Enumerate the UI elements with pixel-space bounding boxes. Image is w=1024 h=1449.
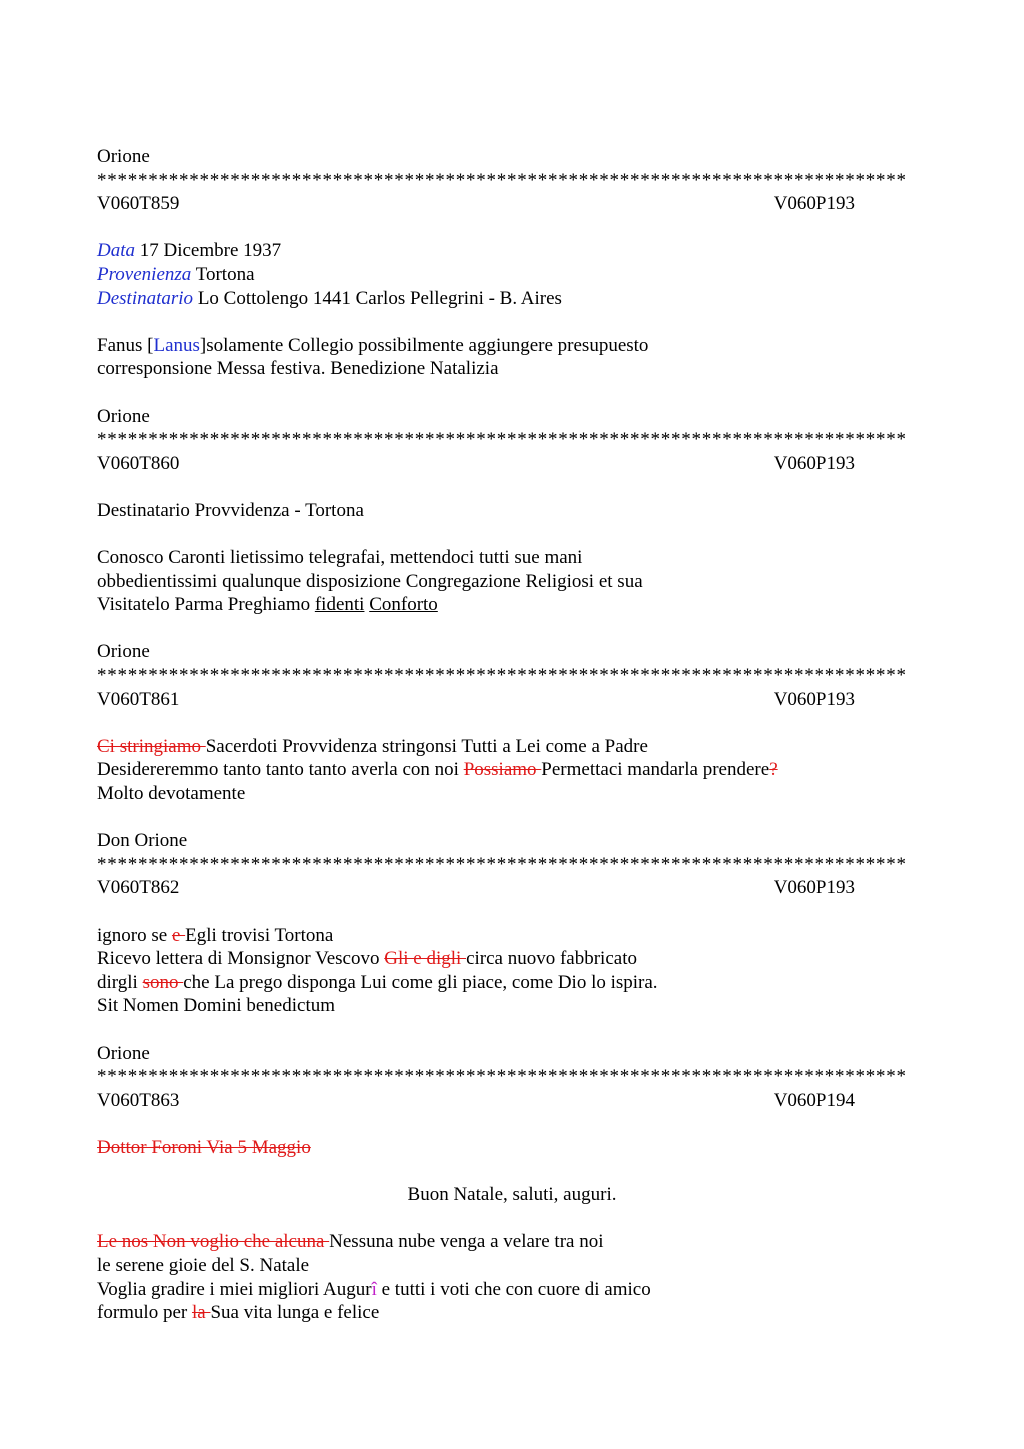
signature: Orione xyxy=(97,405,150,427)
body-line xyxy=(97,1230,927,1254)
body-line xyxy=(97,334,927,358)
destinatario-value: Lo Cottolengo 1441 Carlos Pellegrini - B. Aires xyxy=(193,287,562,309)
body-line xyxy=(97,1136,927,1160)
meta-destinatario-line xyxy=(97,287,927,311)
body-line xyxy=(97,1278,927,1302)
body-line: obbedientissimi qualunque disposizione Congregazione Religiosi et sua xyxy=(97,570,643,592)
text-span: e tutti i voti che con cuore di amico xyxy=(376,1278,651,1300)
provenienza-value: Tortona xyxy=(191,263,255,285)
page-code: V060P193 xyxy=(773,688,855,710)
deleted-text: e xyxy=(171,924,186,946)
text-span: Fanus [ xyxy=(97,334,154,356)
text-span: dirgli xyxy=(97,971,143,993)
body-line: le serene gioie del S. Natale xyxy=(97,1254,310,1276)
text-span: formulo per xyxy=(97,1302,192,1324)
signature: Don Orione xyxy=(97,830,188,852)
entry-id-row xyxy=(97,192,855,216)
deleted-text: Le nos Non voglio che alcuna xyxy=(97,1231,330,1253)
separator-stars: ******************************************************************************* xyxy=(97,665,907,687)
text-span: ignoro se xyxy=(97,924,172,946)
separator-stars: ******************************************************************************* xyxy=(97,1066,907,1088)
text-code: V060T863 xyxy=(97,1089,180,1111)
body-line xyxy=(97,758,927,782)
signature: Orione xyxy=(97,146,150,167)
text-span: Ricevo lettera di Monsignor Vescovo xyxy=(97,948,385,970)
deleted-text: Ci stringiamo xyxy=(97,735,206,757)
entry-id-row xyxy=(97,452,855,476)
text-span: Permettaci mandarla prendere xyxy=(541,759,770,781)
text-code: V060T862 xyxy=(97,877,180,899)
body-line: Molto devotamente xyxy=(97,783,246,805)
entry-id-row xyxy=(97,876,855,900)
body-line xyxy=(97,593,927,617)
destinatario-line: Destinatario Provvidenza - Tortona xyxy=(97,499,364,521)
body-line: corresponsione Messa festiva. Benedizione Natalizia xyxy=(97,358,499,380)
text-span: Sua vita lunga e felice xyxy=(210,1302,380,1324)
entry-id-row xyxy=(97,688,855,712)
deleted-text: Gli e digli xyxy=(384,948,467,970)
body-line xyxy=(97,924,927,948)
deleted-text: sono xyxy=(142,971,184,993)
separator-stars: ******************************************************************************* xyxy=(97,853,907,875)
text-code: V060T861 xyxy=(97,688,180,710)
text-code: V060T860 xyxy=(97,452,180,474)
page-code: V060P193 xyxy=(773,452,855,474)
text-span: che La prego disponga Lui come gli piace, come Dio lo ispira. xyxy=(183,971,658,993)
deleted-text: Possiamo xyxy=(463,759,542,781)
body-line: Sit Nomen Domini benedictum xyxy=(97,995,336,1017)
data-value: 17 Dicembre 1937 xyxy=(135,240,282,262)
page-code: V060P193 xyxy=(773,193,855,215)
page-code: V060P194 xyxy=(773,1089,855,1111)
underlined-word: fidenti xyxy=(314,594,365,616)
body-line xyxy=(97,735,927,759)
entry-id-row xyxy=(97,1089,855,1113)
centered-greeting: Buon Natale, saluti, auguri. xyxy=(407,1184,617,1206)
body-line xyxy=(97,1301,927,1325)
underlined-word: Conforto xyxy=(369,594,438,616)
signature: Orione xyxy=(97,1042,150,1064)
deleted-text: ? xyxy=(769,759,778,781)
signature: Orione xyxy=(97,641,150,663)
meta-provenienza-line xyxy=(97,263,927,287)
meta-data-line xyxy=(97,239,927,263)
body-line xyxy=(97,947,927,971)
editor-correction: Lanus xyxy=(153,334,200,356)
text-span: Voglia gradire i miei migliori Augur xyxy=(97,1278,372,1300)
page-code: V060P193 xyxy=(773,877,855,899)
text-span: Nessuna nube venga a velare tra noi xyxy=(329,1231,604,1253)
provenienza-label: Provenienza xyxy=(97,263,192,285)
deleted-text: la xyxy=(191,1302,211,1324)
deleted-text: Dottor Foroni Via 5 Maggio xyxy=(97,1136,311,1158)
text-span: Desidereremmo tanto tanto tanto averla con noi xyxy=(97,759,464,781)
text-span: Sacerdoti Provvidenza stringonsi Tutti a Lei come a Padre xyxy=(205,735,648,757)
data-label: Data xyxy=(97,240,135,262)
text-span: circa nuovo fabbricato xyxy=(466,948,637,970)
separator-stars: ******************************************************************************* xyxy=(97,169,907,191)
text-code: V060T859 xyxy=(97,193,180,215)
body-line: Conosco Caronti lietissimo telegrafai, mettendoci tutti sue mani xyxy=(97,547,583,569)
text-span: Egli trovisi Tortona xyxy=(185,924,334,946)
text-span: Visitatelo Parma Preghiamo xyxy=(97,594,315,616)
text-span: ]solamente Collegio possibilmente aggiungere presupuesto xyxy=(199,334,649,356)
document-page xyxy=(97,145,927,1325)
body-line xyxy=(97,971,927,995)
separator-stars: ******************************************************************************* xyxy=(97,429,907,451)
destinatario-label: Destinatario xyxy=(97,287,194,309)
inserted-text: î xyxy=(371,1278,377,1300)
